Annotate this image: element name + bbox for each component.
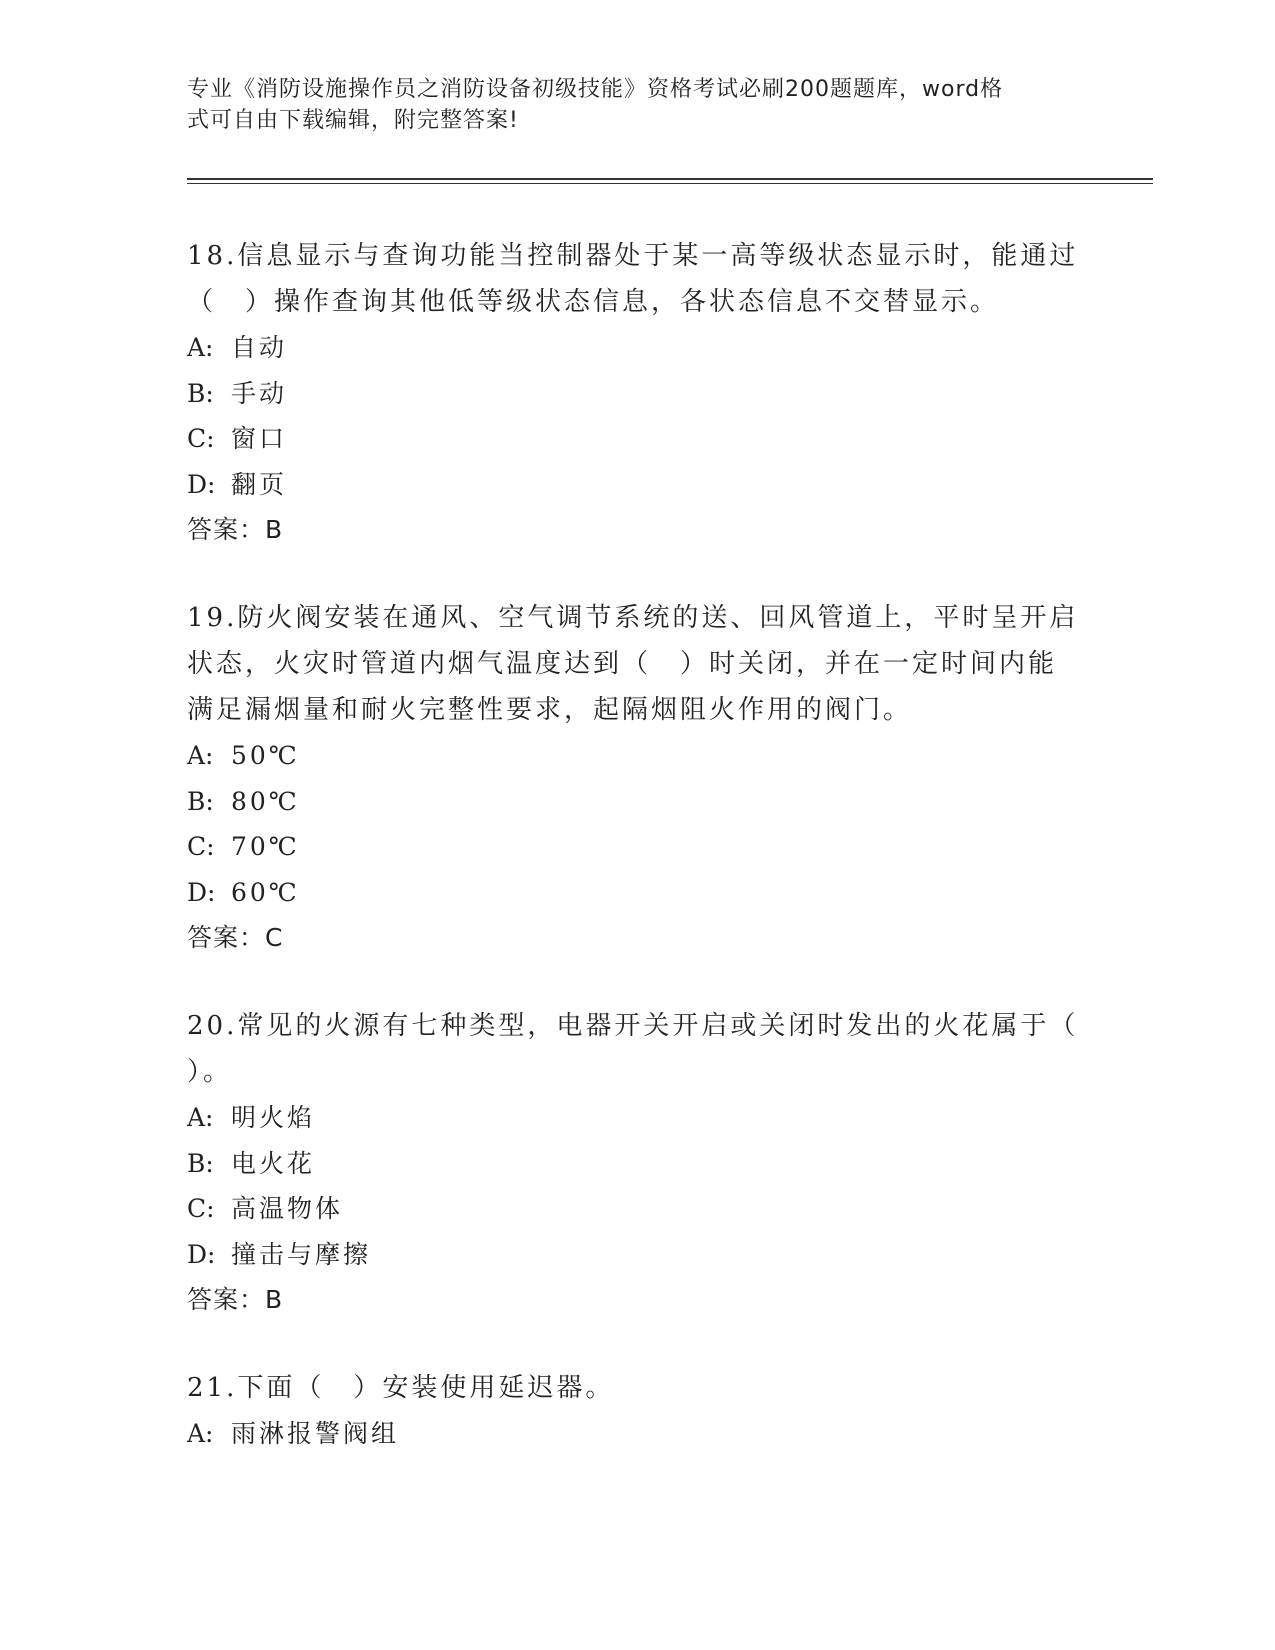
- question-stem-line: 21.下面（ ）安装使用延迟器。: [187, 1373, 615, 1403]
- document-header: [187, 74, 1067, 136]
- option-a: [187, 1095, 1087, 1141]
- option-letter: C:: [187, 1194, 215, 1223]
- answer-line: 答案：C: [187, 923, 284, 952]
- header-divider-thin: [187, 183, 1153, 184]
- option-b: [187, 371, 1087, 417]
- option-b: [187, 779, 1087, 825]
- option-text: 撞击与摩擦: [231, 1239, 372, 1269]
- option-a: [187, 1411, 1087, 1457]
- question-stem-line: 20.常见的火源有七种类型，电器开关开启或关闭时发出的火花属于（: [187, 1011, 1079, 1041]
- option-d: [187, 870, 1087, 916]
- option-text: 80℃: [231, 786, 300, 816]
- option-text: 手动: [231, 378, 288, 408]
- option-letter: A:: [187, 333, 214, 362]
- question-stem-line: 19.防火阀安装在通风、空气调节系统的送、回风管道上，平时呈开启: [187, 603, 1079, 633]
- question-stem-line: ）。: [187, 1057, 233, 1087]
- question-stem: [187, 1365, 1087, 1411]
- question-list: [187, 233, 1087, 1499]
- answer-line: 答案：B: [187, 1285, 284, 1314]
- option-letter: C:: [187, 424, 215, 453]
- question-18: [187, 233, 1087, 553]
- option-letter: C:: [187, 832, 215, 861]
- option-text: 窗口: [231, 424, 288, 453]
- header-line-1: 专业《消防设施操作员之消防设备初级技能》资格考试必刷200题题库，word格: [187, 77, 1004, 102]
- question-stem-line: 满足漏烟量和耐火完整性要求，起隔烟阻火作用的阀门。: [187, 695, 913, 725]
- option-letter: D:: [187, 1239, 216, 1269]
- option-c: [187, 1186, 1087, 1232]
- option-b: [187, 1141, 1087, 1187]
- option-text: 翻页: [231, 469, 288, 499]
- option-d: [187, 462, 1087, 508]
- option-text: 自动: [231, 333, 288, 362]
- option-letter: B:: [187, 786, 214, 816]
- option-letter: A:: [187, 1103, 214, 1132]
- question-stem: [187, 233, 1087, 325]
- option-text: 电火花: [231, 1148, 316, 1178]
- option-letter: D:: [187, 877, 216, 907]
- option-letter: A:: [187, 1419, 214, 1448]
- option-d: [187, 1232, 1087, 1278]
- question-stem-line: 18.信息显示与查询功能当控制器处于某一高等级状态显示时，能通过: [187, 241, 1079, 271]
- option-text: 雨淋报警阀组: [231, 1419, 400, 1448]
- question-19: [187, 595, 1087, 961]
- header-line-2: 式可自由下载编辑，附完整答案!: [187, 108, 519, 133]
- question-stem-line: （ ）操作查询其他低等级状态信息，各状态信息不交替显示。: [187, 287, 1000, 317]
- question-stem: [187, 595, 1087, 733]
- question-20: [187, 1003, 1087, 1323]
- question-21: [187, 1365, 1087, 1457]
- question-stem: [187, 1003, 1087, 1095]
- option-letter: B:: [187, 1148, 214, 1178]
- answer-line: 答案：B: [187, 515, 284, 544]
- option-text: 60℃: [231, 877, 300, 907]
- option-c: [187, 416, 1087, 462]
- option-text: 70℃: [231, 832, 300, 861]
- option-a: [187, 733, 1087, 779]
- question-stem-line: 状态，火灾时管道内烟气温度达到（ ）时关闭，并在一定时间内能: [187, 649, 1058, 679]
- option-letter: A:: [187, 741, 214, 770]
- option-a: [187, 325, 1087, 371]
- option-text: 高温物体: [231, 1194, 344, 1223]
- option-text: 明火焰: [231, 1103, 316, 1132]
- option-letter: D:: [187, 469, 216, 499]
- header-divider-thick: [187, 178, 1153, 180]
- option-text: 50℃: [231, 741, 300, 770]
- option-letter: B:: [187, 378, 214, 408]
- option-c: [187, 824, 1087, 870]
